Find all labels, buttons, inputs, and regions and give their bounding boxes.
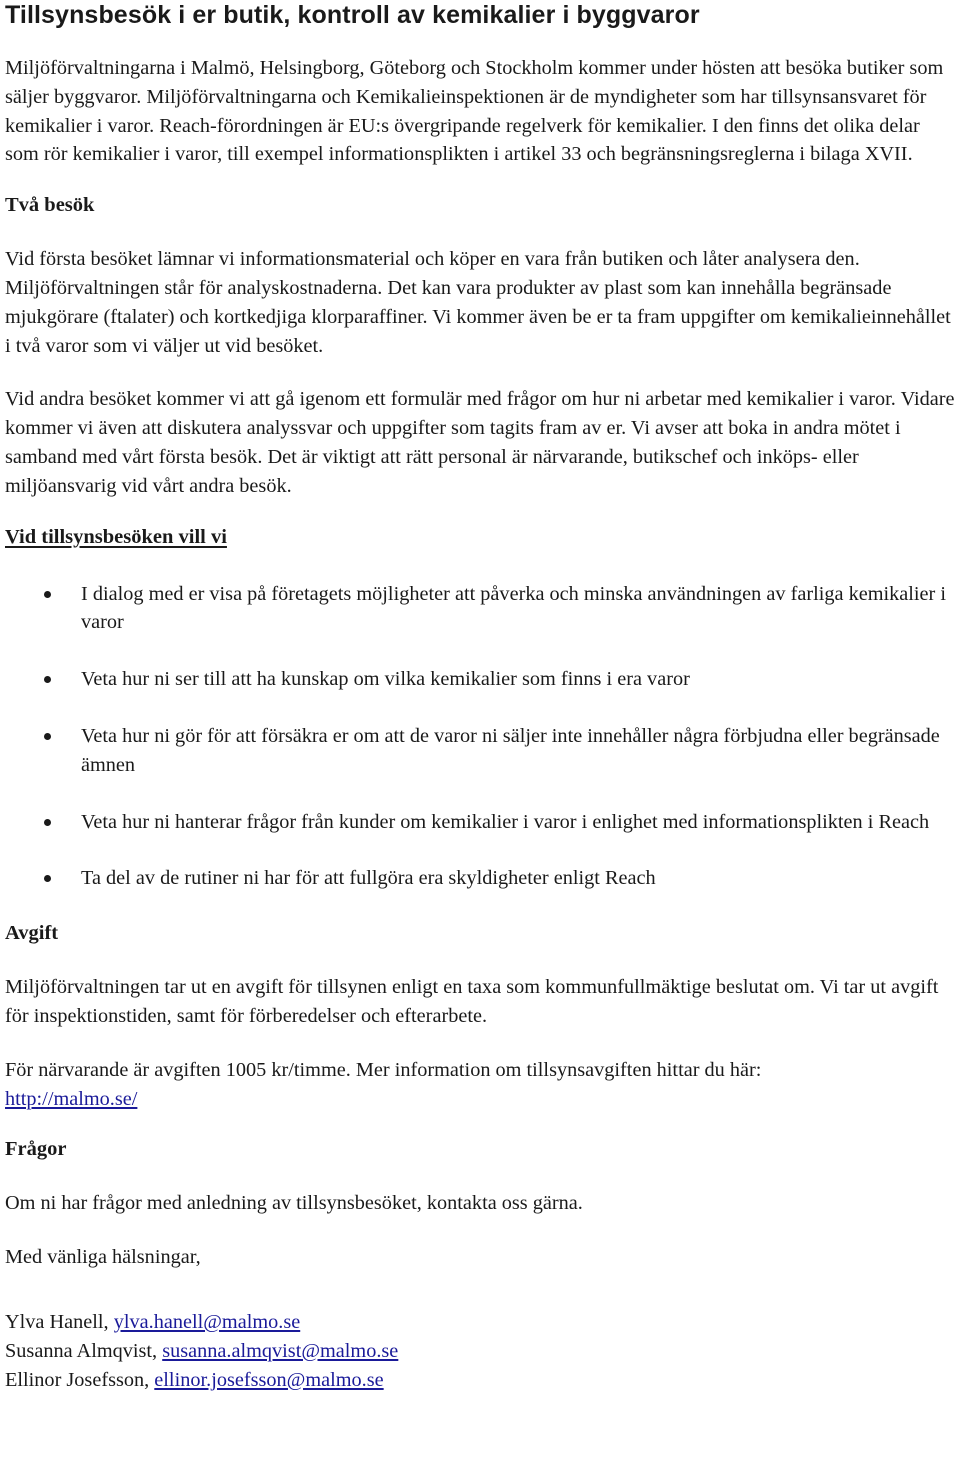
page-title: Tillsynsbesök i er butik, kontroll av kemikalier i byggvaror: [5, 1, 700, 29]
contact-email-link[interactable]: ylva.hanell@malmo.se: [113, 1310, 301, 1333]
contact-email-link[interactable]: ellinor.josefsson@malmo.se: [154, 1368, 384, 1391]
goals-list: [5, 580, 957, 894]
contact-name: Susanna Almqvist,: [5, 1339, 158, 1362]
fee-paragraph-1: Miljöförvaltningen tar ut en avgift för tillsynen enligt en taxa som kommunfullmäktige beslutat om. Vi tar ut avgift för inspektionstiden, samt för förberedelser och efterarbete.: [5, 976, 939, 1027]
two-visits-paragraph-1: Vid första besöket lämnar vi informationsmaterial och köper en vara från butiken och låter analysera den. Miljöförvaltningen står för analyskostnaderna. Det kan vara produkter av plast som kan innehålla begränsade mjukgörare (ftalater) och kortkedjiga klorparaffiner. Vi kommer även be er ta fram uppgifter om kemikalieinnehållet i två varor som vi väljer ut vid besöket.: [5, 248, 951, 357]
list-item: [5, 580, 957, 638]
list-item: [5, 864, 957, 893]
heading-goals: Vid tillsynsbesöken vill vi: [5, 525, 227, 548]
heading-two-visits: Två besök: [5, 194, 95, 217]
bullet-icon: [44, 875, 51, 882]
contact-list: [5, 1308, 957, 1394]
closing-greeting: Med vänliga hälsningar,: [5, 1246, 201, 1269]
fee-text: För närvarande är avgiften 1005 kr/timme. Mer information om tillsynsavgiften hittar du här:: [5, 1058, 762, 1081]
heading-fee: Avgift: [5, 922, 59, 945]
document-page: [5, 0, 957, 1394]
bullet-icon: [44, 733, 51, 740]
malmo-link[interactable]: http://malmo.se/: [5, 1087, 138, 1110]
contact-row: [5, 1308, 957, 1337]
list-item-text: Veta hur ni ser till att ha kunskap om vilka kemikalier som finns i era varor: [81, 668, 690, 691]
heading-questions: Frågor: [5, 1138, 67, 1161]
two-visits-paragraph-2: Vid andra besöket kommer vi att gå igenom ett formulär med frågor om hur ni arbetar med kemikalier i varor. Vidare kommer vi även att diskutera analyssvar och uppgifter som tagits fram av er. Vi avser att boka in andra mötet i samband med vårt första besök. Det är viktigt att rätt personal är närvarande, butikschef och inköps- eller miljöansvarig vid vårt andra besök.: [5, 388, 955, 497]
contact-name: Ellinor Josefsson,: [5, 1368, 150, 1391]
bullet-icon: [44, 676, 51, 683]
list-item: [5, 722, 957, 780]
list-item-text: Veta hur ni gör för att försäkra er om att de varor ni säljer inte innehåller några förbjudna eller begränsade ämnen: [81, 724, 940, 776]
contact-row: [5, 1337, 957, 1366]
contact-email-link[interactable]: susanna.almqvist@malmo.se: [162, 1339, 399, 1362]
bullet-icon: [44, 819, 51, 826]
questions-paragraph: Om ni har frågor med anledning av tillsynsbesöket, kontakta oss gärna.: [5, 1192, 583, 1215]
fee-paragraph-2: [5, 1056, 957, 1114]
contact-name: Ylva Hanell,: [5, 1310, 109, 1333]
list-item: [5, 665, 957, 694]
list-item-text: I dialog med er visa på företagets möjligheter att påverka och minska användningen av farliga kemikalier i varor: [81, 582, 947, 634]
contact-row: [5, 1366, 957, 1395]
list-item: [5, 808, 957, 837]
list-item-text: Veta hur ni hanterar frågor från kunder om kemikalier i varor i enlighet med informationsplikten i Reach: [81, 810, 930, 833]
list-item-text: Ta del av de rutiner ni har för att fullgöra era skyldigheter enligt Reach: [81, 867, 656, 890]
bullet-icon: [44, 591, 51, 598]
intro-paragraph: Miljöförvaltningarna i Malmö, Helsingborg, Göteborg och Stockholm kommer under hösten att besöka butiker som säljer byggvaror. Miljöförvaltningarna och Kemikalieinspektionen är de myndigheter som har tillsynsansvaret för kemikalier i varor. Reach-förordningen är EU:s övergripande regelverk för kemikalier. I den finns det olika delar som rör kemikalier i varor, till exempel informationsplikten i artikel 33 och begränsningsreglerna i bilaga XVII.: [5, 57, 944, 166]
